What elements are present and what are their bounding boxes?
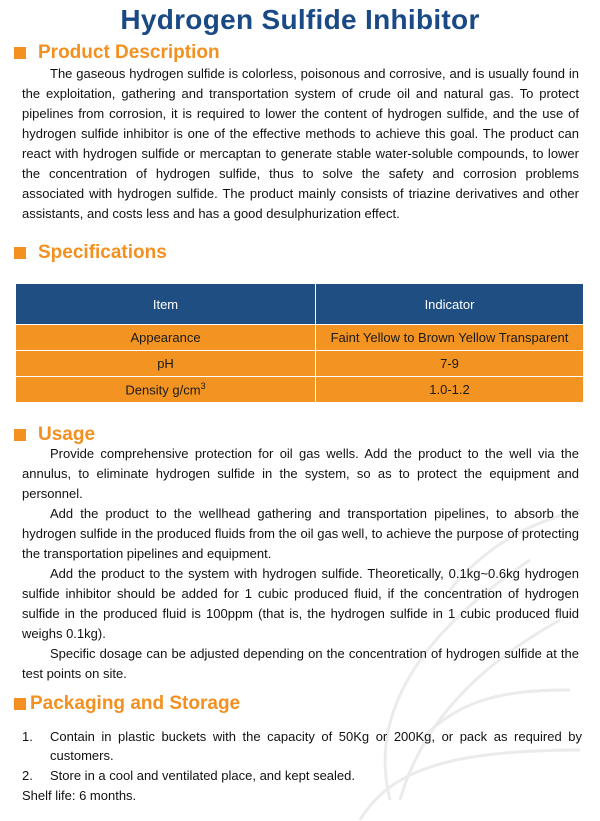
section-heading-description: [14, 42, 220, 64]
usage-text-1: Provide comprehensive protection for oil gas wells. Add the product to the well via the annulus, to eliminate hydrogen sulfide in the system, so as to protect the equipment and personnel.: [22, 446, 579, 501]
list-item: [22, 766, 582, 785]
section-heading-label: Product Description: [38, 42, 220, 63]
usage-text-2: Add the product to the wellhead gathering and transportation pipelines, to absorb the hydrogen sulfide in the produced fluids from the oil gas well, to achieve the purpose of protecting the transportation pipelines and equipment.: [22, 506, 579, 561]
packaging-list: [22, 727, 582, 785]
usage-text-4: Specific dosage can be adjusted depending on the concentration of hydrogen sulfide at the test points on site.: [22, 646, 579, 681]
column-header-indicator: Indicator: [316, 284, 584, 325]
orange-square-icon: [14, 247, 26, 259]
shelf-life: Shelf life: 6 months.: [22, 788, 137, 803]
column-header-item: Item: [16, 284, 316, 325]
cell-indicator: Faint Yellow to Brown Yellow Transparent: [316, 325, 584, 351]
table-row: [16, 325, 584, 351]
list-text: Contain in plastic buckets with the capacity of 50Kg or 200Kg, or pack as required by customers.: [50, 729, 582, 763]
list-text: Store in a cool and ventilated place, and kept sealed.: [50, 768, 355, 783]
unit-superscript: 3: [200, 381, 206, 392]
section-heading-specifications: [14, 242, 167, 264]
section-heading-label: Specifications: [38, 242, 167, 263]
usage-paragraph: [22, 504, 579, 564]
usage-paragraph: [22, 644, 579, 684]
orange-square-icon: [14, 429, 26, 441]
usage-paragraph: [22, 444, 579, 504]
usage-text-3: Add the product to the system with hydrogen sulfide. Theoretically, 0.1kg~0.6kg hydrogen sulfide inhibitor should be added for 1 cubic produced fluid, if the concentration of hydrogen sulfide in the produced fluid is 100ppm (that is, the hydrogen sulfide in 1 cubic produced fluid weighs 0.1kg).: [22, 566, 579, 641]
cell-item-text: Density g/cm: [125, 382, 201, 398]
orange-square-icon: [14, 47, 26, 59]
orange-square-icon: [14, 698, 26, 710]
section-heading-label: Usage: [38, 424, 96, 445]
cell-indicator: 1.0-1.2: [316, 377, 584, 403]
section-heading-packaging: [14, 693, 240, 715]
usage-paragraph: [22, 564, 579, 644]
cell-indicator: 7-9: [316, 351, 584, 377]
description-paragraph: [22, 64, 579, 224]
table-header-row: [16, 284, 584, 325]
description-text: The gaseous hydrogen sulfide is colorless, poisonous and corrosive, and is usually found in the exploitation, gathering and transportation system of crude oil and natural gas. To protect pipelines from corrosion, it is required to lower the content of hydrogen sulfide, and the use of hydrogen sulfide inhibitor is one of the effective methods to achieve this goal. The product can react with hydrogen sulfide or mercaptan to generate stable water-soluble compounds, to lower the concentration of hydrogen sulfide, thus to solve the safety and corrosion problems associated with hydrogen sulfide. The product mainly consists of triazine derivatives and other assistants, and costs less and has a good desulphurization effect.: [22, 66, 579, 221]
list-item: [22, 727, 582, 765]
list-number: 2.: [22, 768, 33, 783]
section-heading-label: Packaging and Storage: [30, 693, 241, 714]
cell-item: [16, 377, 316, 403]
cell-item: Appearance: [16, 325, 316, 351]
table-row: [16, 377, 584, 403]
page-title: Hydrogen Sulfide Inhibitor: [120, 4, 480, 35]
table-row: [16, 351, 584, 377]
section-heading-usage: [14, 424, 95, 446]
cell-item: pH: [16, 351, 316, 377]
specifications-table: [15, 283, 584, 403]
list-number: 1.: [22, 729, 33, 744]
